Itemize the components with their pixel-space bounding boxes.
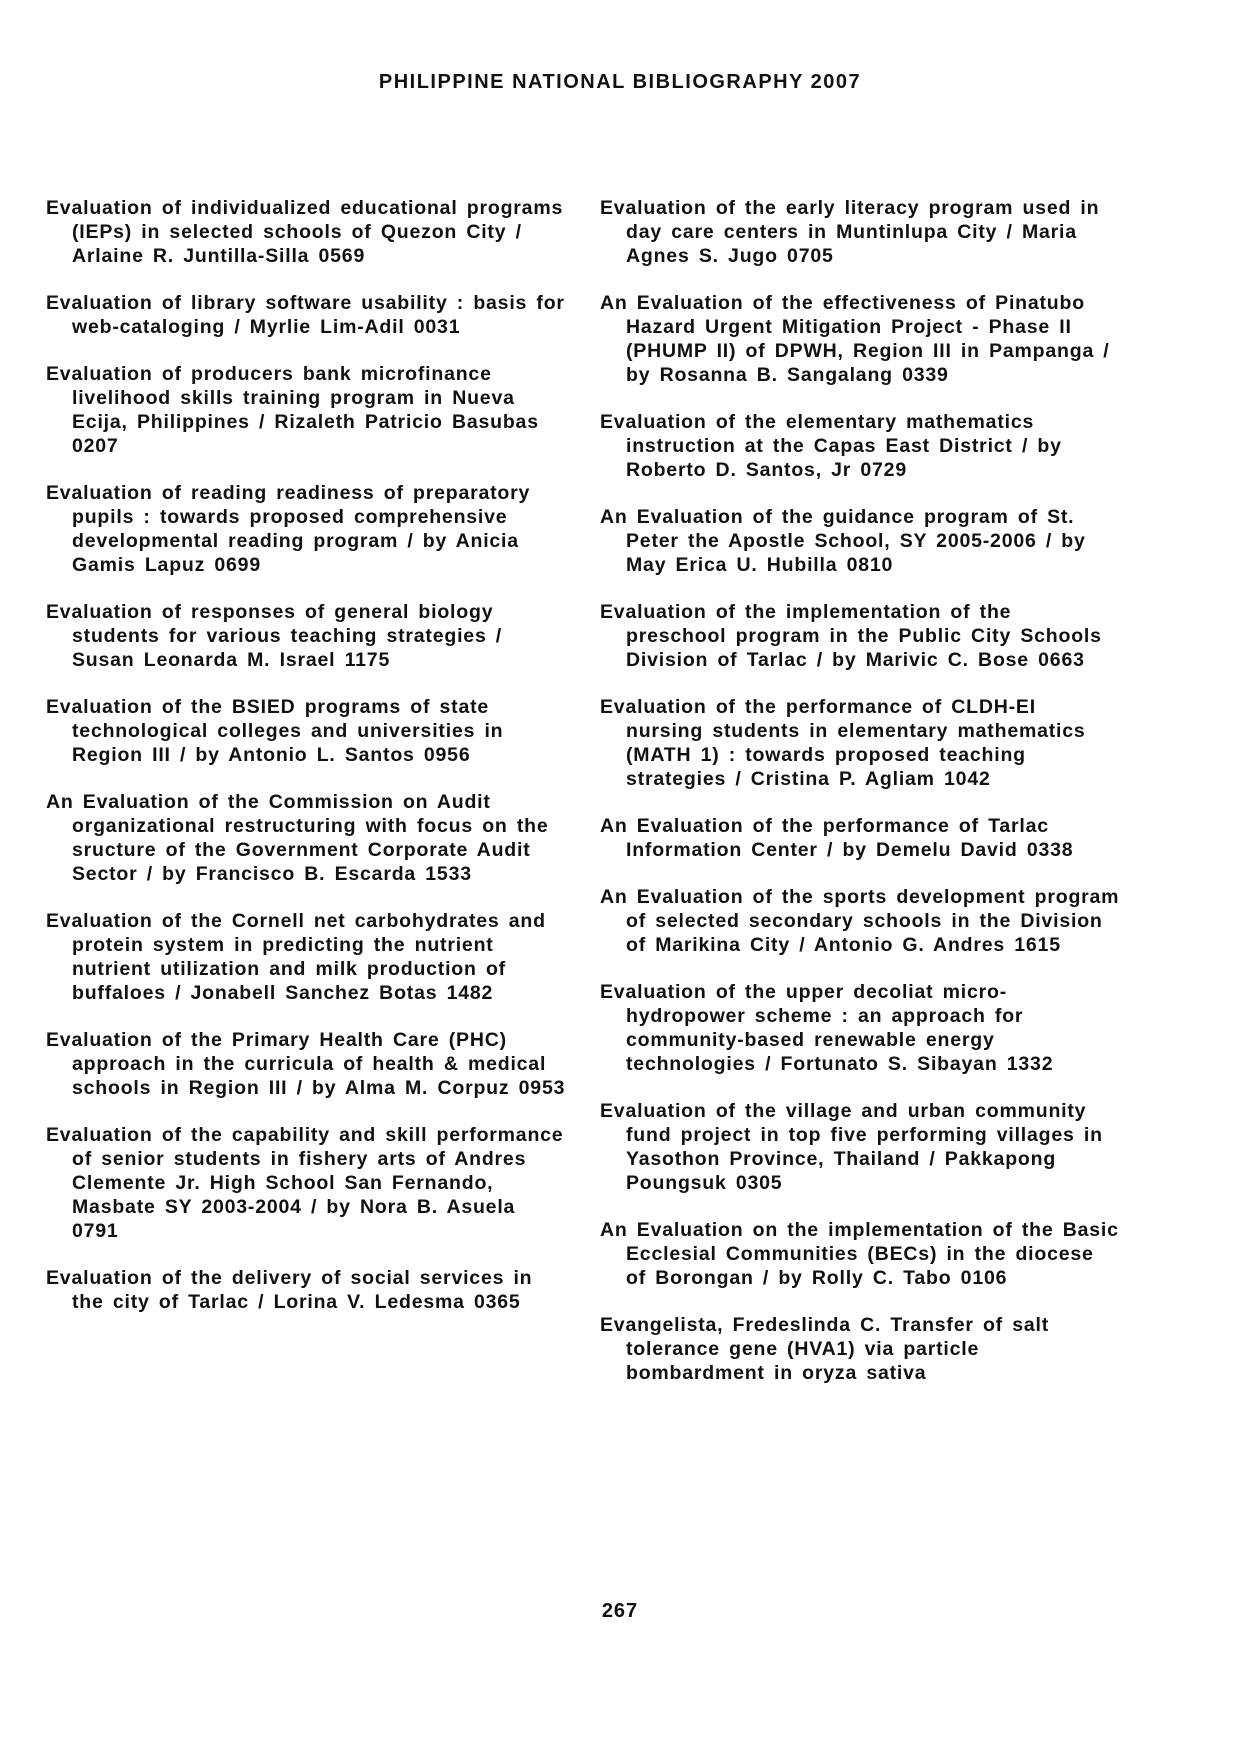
bibliography-entry (600, 410, 1120, 482)
bibliography-entry (600, 814, 1120, 862)
bibliography-entry (600, 885, 1120, 957)
entry-text: An Evaluation of the performance of Tarlac Information Center / by Demelu David 0338 (600, 815, 1074, 861)
entry-text: Evaluation of the delivery of social services in the city of Tarlac / Lorina V. Ledesma 0365 (46, 1267, 533, 1313)
entry-text: Evaluation of the implementation of the preschool program in the Public City Schools Division of Tarlac / by Marivic C. Bose 0663 (600, 601, 1102, 671)
bibliography-entry (600, 1099, 1120, 1195)
bibliography-entry (600, 196, 1120, 268)
entry-text: Evaluation of the village and urban community fund project in top five performing villages in Yasothon Province, Thailand / Pakkapong Poungsuk 0305 (600, 1100, 1103, 1194)
entry-text: Evaluation of the elementary mathematics instruction at the Capas East District / by Roberto D. Santos, Jr 0729 (600, 411, 1062, 481)
bibliography-entry (600, 1313, 1120, 1385)
entry-text: Evaluation of the performance of CLDH-EI nursing students in elementary mathematics (MATH 1) : towards proposed teaching strategies / Cristina P. Agliam 1042 (600, 696, 1086, 790)
bibliography-entry (46, 291, 566, 339)
bibliography-entry (600, 695, 1120, 791)
bibliography-entry (46, 909, 566, 1005)
bibliography-entry (46, 196, 566, 268)
bibliography-entry (46, 1123, 566, 1243)
entry-text: Evaluation of the Primary Health Care (PHC) approach in the curricula of health & medical schools in Region III / by Alma M. Corpuz 0953 (46, 1029, 566, 1099)
bibliography-entry (46, 695, 566, 767)
bibliography-entry (600, 505, 1120, 577)
entry-text: Evaluation of individualized educational programs (IEPs) in selected schools of Quezon City / Arlaine R. Juntilla-Silla 0569 (46, 197, 564, 267)
bibliography-entry (46, 790, 566, 886)
bibliography-entry (46, 481, 566, 577)
bibliography-entry (46, 362, 566, 458)
entry-text: Evaluation of producers bank microfinance livelihood skills training program in Nueva Ecija, Philippines / Rizaleth Patricio Basubas 0207 (46, 363, 539, 457)
bibliography-entry (600, 980, 1120, 1076)
bibliography-entry (600, 1218, 1120, 1290)
entry-text: Evaluation of the Cornell net carbohydrates and protein system in predicting the nutrient nutrient utilization and milk production of buffaloes / Jonabell Sanchez Botas 1482 (46, 910, 546, 1004)
bibliography-entry (600, 291, 1120, 387)
bibliography-entry (46, 1266, 566, 1314)
left-column (46, 196, 566, 1337)
entry-text: Evaluation of the BSIED programs of state technological colleges and universities in Region III / by Antonio L. Santos 0956 (46, 696, 504, 766)
bibliography-entry (46, 600, 566, 672)
entry-text: An Evaluation of the Commission on Audit organizational restructuring with focus on the sructure of the Government Corporate Audit Sector / by Francisco B. Escarda 1533 (46, 791, 549, 885)
entry-text: Evaluation of the upper decoliat micro-hydropower scheme : an approach for community-based renewable energy technologies / Fortunato S. Sibayan 1332 (600, 981, 1054, 1075)
entry-text: An Evaluation of the sports development program of selected secondary schools in the Division of Marikina City / Antonio G. Andres 1615 (600, 886, 1120, 956)
entry-text: An Evaluation of the effectiveness of Pinatubo Hazard Urgent Mitigation Project - Phase II (PHUMP II) of DPWH, Region III in Pampanga / by Rosanna B. Sangalang 0339 (600, 292, 1110, 386)
right-column (600, 196, 1120, 1408)
entry-text: Evaluation of responses of general biology students for various teaching strategies / Susan Leonarda M. Israel 1175 (46, 601, 503, 671)
entry-text: Evaluation of the capability and skill performance of senior students in fishery arts of Andres Clemente Jr. High School San Fernando, Masbate SY 2003-2004 / by Nora B. Asuela 0791 (46, 1124, 564, 1242)
entry-text: Evaluation of the early literacy program used in day care centers in Muntinlupa City / Maria Agnes S. Jugo 0705 (600, 197, 1100, 267)
bibliography-entry (600, 600, 1120, 672)
page-header: PHILIPPINE NATIONAL BIBLIOGRAPHY 2007 (378, 71, 862, 93)
bibliography-entry (46, 1028, 566, 1100)
page-number: 267 (601, 1600, 639, 1622)
entry-text: An Evaluation on the implementation of the Basic Ecclesial Communities (BECs) in the diocese of Borongan / by Rolly C. Tabo 0106 (600, 1219, 1119, 1289)
entry-text: Evangelista, Fredeslinda C. Transfer of salt tolerance gene (HVA1) via particle bombardment in oryza sativa (600, 1314, 1049, 1384)
entry-text: Evaluation of reading readiness of preparatory pupils : towards proposed comprehensive developmental reading program / by Anicia Gamis Lapuz 0699 (46, 482, 531, 576)
entry-text: Evaluation of library software usability : basis for web-cataloging / Myrlie Lim-Adil 0031 (46, 292, 565, 338)
entry-text: An Evaluation of the guidance program of St. Peter the Apostle School, SY 2005-2006 / by May Erica U. Hubilla 0810 (600, 506, 1086, 576)
